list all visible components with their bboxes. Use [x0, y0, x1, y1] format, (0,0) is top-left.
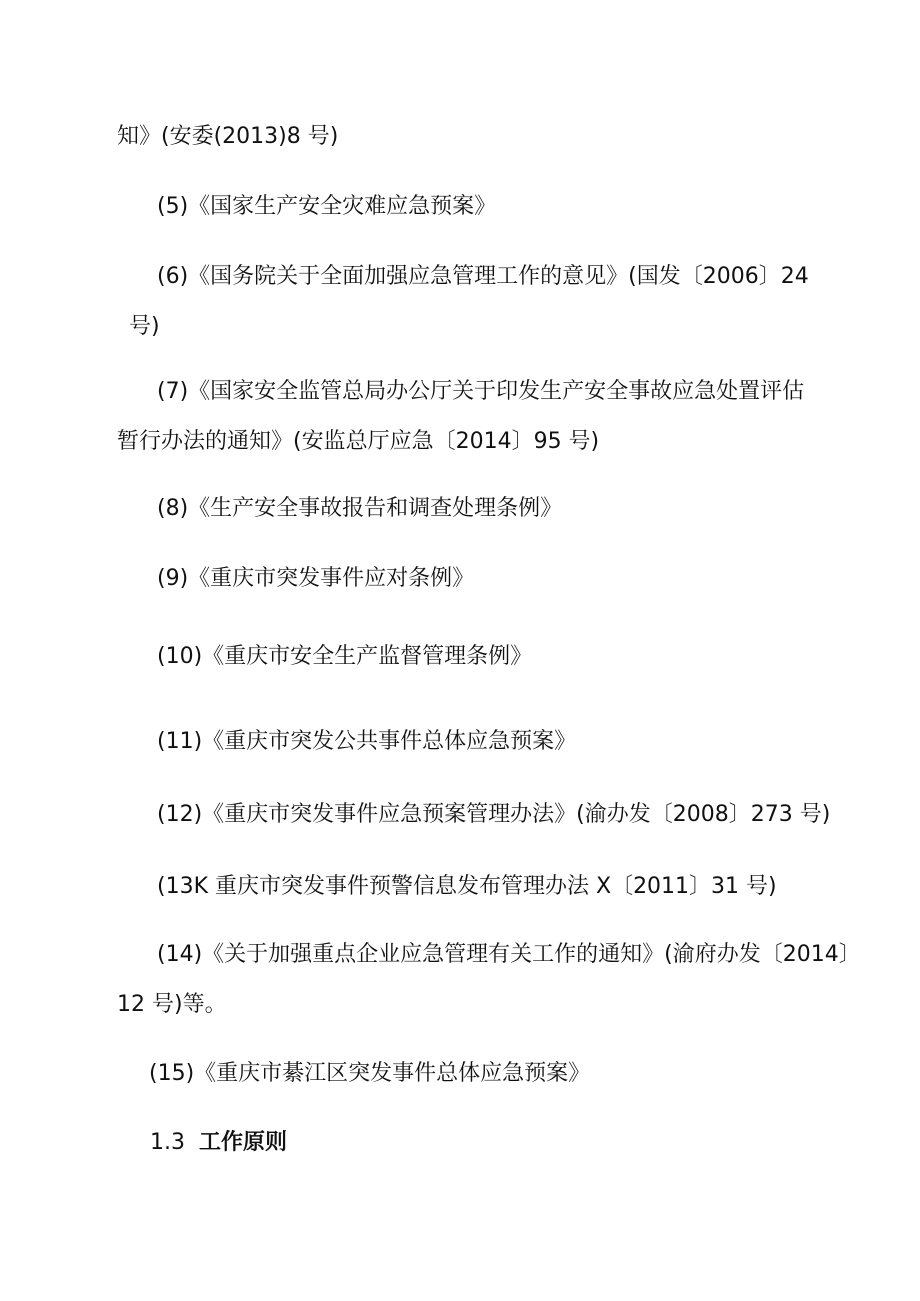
- list-item-11: (11)《重庆市突发公共事件总体应急预案》: [157, 729, 577, 754]
- list-item-7-continued: 暂行办法的通知》(安监总厅应急〔2014〕95 号): [117, 429, 600, 454]
- text-line-1: 知》(安委(2013)8 号): [117, 124, 339, 149]
- list-item-14: (14)《关于加强重点企业应急管理有关工作的通知》(渝府办发〔2014〕: [157, 942, 861, 967]
- list-item-12: (12)《重庆市突发事件应急预案管理办法》(渝办发〔2008〕273 号): [157, 802, 831, 827]
- list-item-6-continued: 号): [129, 314, 160, 339]
- list-item-13: (13K 重庆市突发事件预警信息发布管理办法 X〔2011〕31 号): [157, 874, 777, 899]
- section-heading: [150, 1128, 287, 1158]
- list-item-7: (7)《国家安全监管总局办公厅关于印发生产安全事故应急处置评估: [157, 379, 805, 404]
- list-item-15: (15)《重庆市綦江区突发事件总体应急预案》: [149, 1061, 591, 1086]
- list-item-10: (10)《重庆市安全生产监督管理条例》: [157, 644, 533, 669]
- section-title: 工作原则: [199, 1130, 288, 1155]
- section-number: 1.3: [150, 1130, 185, 1155]
- list-item-9: (9)《重庆市突发事件应对条例》: [157, 566, 475, 591]
- list-item-6: (6)《国务院关于全面加强应急管理工作的意见》(国发〔2006〕24: [157, 264, 809, 289]
- list-item-5: (5)《国家生产安全灾难应急预案》: [157, 194, 497, 219]
- list-item-14-continued: 12 号)等。: [117, 992, 227, 1017]
- list-item-8: (8)《生产安全事故报告和调查处理条例》: [157, 496, 563, 521]
